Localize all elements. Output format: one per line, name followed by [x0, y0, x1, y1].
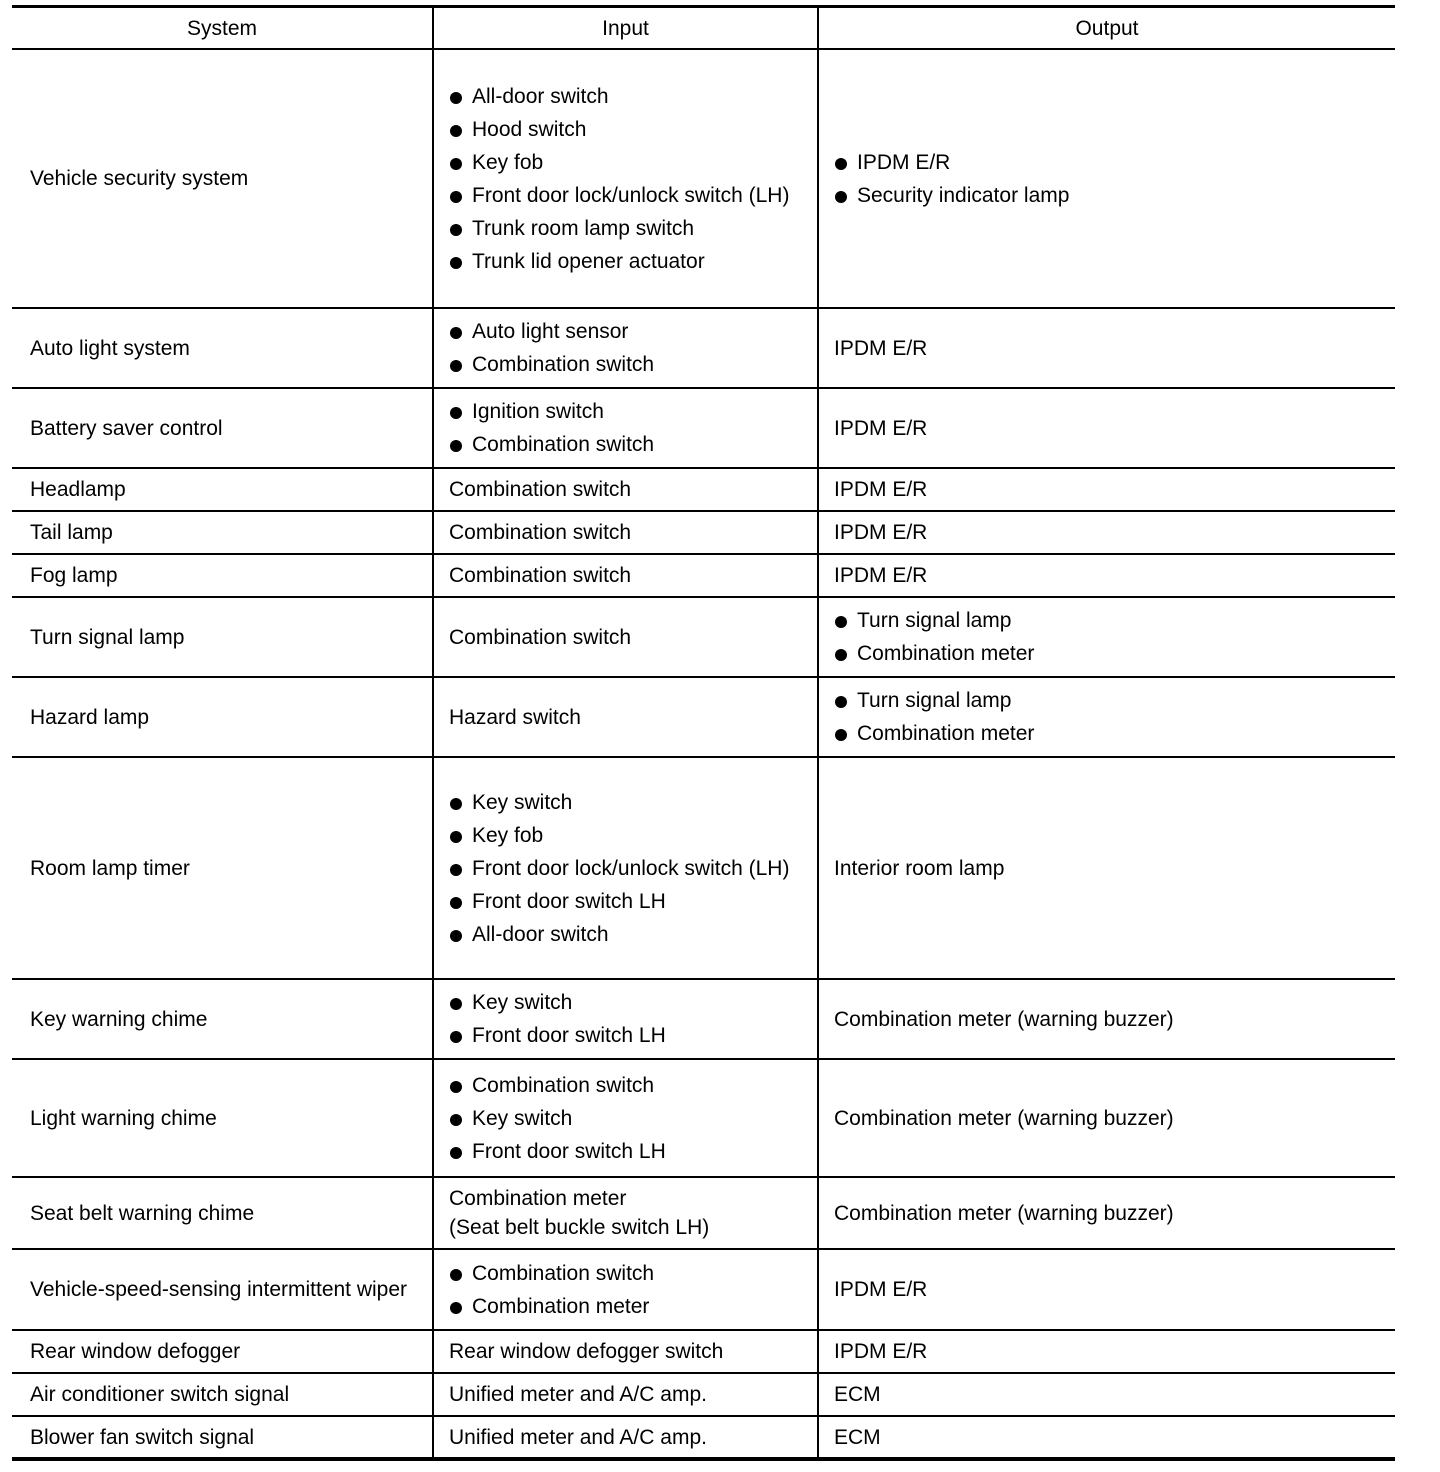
input-cell	[433, 1249, 818, 1330]
header-input: Input	[433, 7, 818, 50]
input-cell: Rear window defogger switch	[433, 1330, 818, 1373]
list-item: Ignition switch	[449, 397, 809, 426]
list-item: Combination switch	[449, 430, 809, 459]
input-cell	[433, 49, 818, 308]
input-cell	[433, 308, 818, 388]
list-item: Front door switch LH	[449, 1021, 809, 1050]
list-item: Key switch	[449, 1104, 809, 1133]
system-cell: Turn signal lamp	[12, 597, 433, 677]
header-row	[12, 7, 1395, 50]
list-item: Turn signal lamp	[834, 686, 1387, 715]
table-row	[12, 677, 1395, 757]
table-row	[12, 554, 1395, 597]
header-output: Output	[818, 7, 1395, 50]
output-cell: IPDM E/R	[818, 511, 1395, 554]
list-item: Combination meter	[449, 1292, 809, 1321]
list-item: Combination meter	[834, 639, 1387, 668]
list-item: Security indicator lamp	[834, 181, 1387, 210]
output-bullet-list	[834, 686, 1387, 748]
input-cell	[433, 388, 818, 468]
system-cell: Room lamp timer	[12, 757, 433, 979]
table-row	[12, 1416, 1395, 1459]
system-cell: Fog lamp	[12, 554, 433, 597]
output-cell	[818, 597, 1395, 677]
list-item: Front door lock/unlock switch (LH)	[449, 181, 809, 210]
output-cell: IPDM E/R	[818, 388, 1395, 468]
table-row	[12, 1330, 1395, 1373]
output-cell: IPDM E/R	[818, 308, 1395, 388]
input-cell	[433, 757, 818, 979]
system-cell: Light warning chime	[12, 1059, 433, 1177]
input-cell: Combination switch	[433, 554, 818, 597]
input-cell	[433, 979, 818, 1059]
input-cell: Unified meter and A/C amp.	[433, 1373, 818, 1416]
input-cell: Combination switch	[433, 468, 818, 511]
table-row	[12, 1249, 1395, 1330]
table-row	[12, 757, 1395, 979]
list-item: Trunk room lamp switch	[449, 214, 809, 243]
input-cell: Combination switch	[433, 597, 818, 677]
table-row	[12, 597, 1395, 677]
output-bullet-list	[834, 148, 1387, 210]
list-item: Key fob	[449, 148, 809, 177]
system-cell: Key warning chime	[12, 979, 433, 1059]
list-item: Combination switch	[449, 1071, 809, 1100]
system-cell: Vehicle-speed-sensing intermittent wiper	[12, 1249, 433, 1330]
list-item: Combination meter	[834, 719, 1387, 748]
list-item: Key switch	[449, 788, 809, 817]
list-item: All-door switch	[449, 920, 809, 949]
table-row	[12, 1177, 1395, 1249]
table-row	[12, 49, 1395, 308]
system-cell: Air conditioner switch signal	[12, 1373, 433, 1416]
output-cell: Combination meter (warning buzzer)	[818, 1177, 1395, 1249]
table-row	[12, 1373, 1395, 1416]
list-item: Key switch	[449, 988, 809, 1017]
list-item: Auto light sensor	[449, 317, 809, 346]
output-cell: IPDM E/R	[818, 1330, 1395, 1373]
table-row	[12, 979, 1395, 1059]
output-cell: Interior room lamp	[818, 757, 1395, 979]
system-cell: Hazard lamp	[12, 677, 433, 757]
output-bullet-list	[834, 606, 1387, 668]
output-cell: IPDM E/R	[818, 1249, 1395, 1330]
table-row	[12, 1059, 1395, 1177]
input-text-line: Combination meter	[449, 1187, 627, 1210]
system-cell: Vehicle security system	[12, 49, 433, 308]
system-cell: Headlamp	[12, 468, 433, 511]
list-item: Hood switch	[449, 115, 809, 144]
list-item: All-door switch	[449, 82, 809, 111]
list-item: IPDM E/R	[834, 148, 1387, 177]
list-item: Front door lock/unlock switch (LH)	[449, 854, 809, 883]
system-io-table	[12, 5, 1395, 1461]
system-cell: Battery saver control	[12, 388, 433, 468]
input-bullet-list	[449, 397, 809, 459]
output-cell: IPDM E/R	[818, 554, 1395, 597]
system-cell: Seat belt warning chime	[12, 1177, 433, 1249]
output-cell: ECM	[818, 1416, 1395, 1459]
table-row	[12, 468, 1395, 511]
list-item: Turn signal lamp	[834, 606, 1387, 635]
input-cell	[433, 1177, 818, 1249]
input-cell: Unified meter and A/C amp.	[433, 1416, 818, 1459]
input-cell: Hazard switch	[433, 677, 818, 757]
input-bullet-list	[449, 317, 809, 379]
output-cell: ECM	[818, 1373, 1395, 1416]
list-item: Front door switch LH	[449, 1137, 809, 1166]
input-text-line: (Seat belt buckle switch LH)	[449, 1216, 710, 1239]
output-cell: Combination meter (warning buzzer)	[818, 1059, 1395, 1177]
table-row	[12, 511, 1395, 554]
input-cell	[433, 1059, 818, 1177]
input-bullet-list	[449, 988, 809, 1050]
system-cell: Rear window defogger	[12, 1330, 433, 1373]
output-cell: Combination meter (warning buzzer)	[818, 979, 1395, 1059]
input-cell: Combination switch	[433, 511, 818, 554]
output-cell	[818, 49, 1395, 308]
input-bullet-list	[449, 1071, 809, 1166]
table-row	[12, 308, 1395, 388]
output-cell: IPDM E/R	[818, 468, 1395, 511]
system-cell: Auto light system	[12, 308, 433, 388]
list-item: Trunk lid opener actuator	[449, 247, 809, 276]
input-bullet-list	[449, 82, 809, 276]
table-row	[12, 388, 1395, 468]
list-item: Combination switch	[449, 1259, 809, 1288]
list-item: Combination switch	[449, 350, 809, 379]
input-bullet-list	[449, 788, 809, 949]
output-cell	[818, 677, 1395, 757]
header-system: System	[12, 7, 433, 50]
list-item: Key fob	[449, 821, 809, 850]
list-item: Front door switch LH	[449, 887, 809, 916]
table-body	[12, 49, 1395, 1459]
system-cell: Tail lamp	[12, 511, 433, 554]
system-cell: Blower fan switch signal	[30, 1425, 255, 1449]
input-bullet-list	[449, 1259, 809, 1321]
